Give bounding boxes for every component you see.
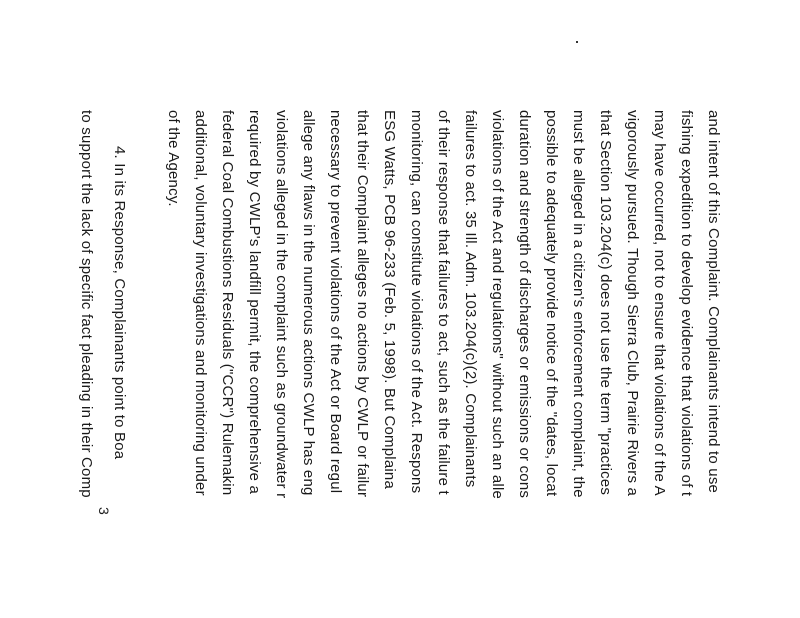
text-line: federal Coal Combustions Residuals ("CCR") Rulemakin [219,110,236,496]
rotated-text-block [72,110,722,618]
text-line: vigorously pursued. Though Sierra Club, Prairie Rivers a [624,110,641,497]
text-line: of the Agency. [165,110,182,207]
text-line: of their response that failures to act, such as the failure t [435,110,452,495]
text-line: to support the lack of specific fact pleading in their Comp [78,110,95,498]
text-line: and intent of this Complaint. Complainants intend to use [705,110,722,494]
text-line: may have occurred, not to ensure that violations of the A [651,110,668,496]
text-line: necessary to prevent violations of the Act or Board regul [327,110,344,494]
text-line: ESG Watts, PCB 96-233 (Feb. 5, 1998). But Complaina [381,110,398,489]
text-line: monitoring, can constitute violations of the Act. Respons [408,110,425,494]
text-line: that their Complaint alleges no actions by CWLP or failur [354,110,371,498]
text-line: violations alleged in the complaint such as groundwater r [273,110,290,499]
text-line: duration and strength of discharges or emissions or cons [516,110,533,499]
text-line: failures to act. 35 Ill. Adm. 103.204(c)(2). Complainants [462,110,479,488]
text-line: additional, voluntary investigations and monitoring under [192,110,209,496]
text-line: must be alleged in a citizen's enforcement complaint, the [570,110,587,498]
text-line: required by CWLP's landfill permit, the comprehensive a [246,110,263,495]
scan-speck [576,41,578,43]
text-line: that Section 103.204(c) does not use the term "practices [597,110,614,496]
text-line: allege any flaws in the numerous actions CWLP has eng [300,110,317,496]
text-line: fishing expedition to develop evidence that violations of t [678,110,695,497]
paragraph-line: 4. In its Response, Complainants point to Boa [111,146,128,460]
text-line: violations of the Act and regulations" without such an alle [489,110,506,500]
text-line: possible to adequately provide notice of the "dates, locat [543,110,560,497]
page-number: 3 [96,507,112,515]
